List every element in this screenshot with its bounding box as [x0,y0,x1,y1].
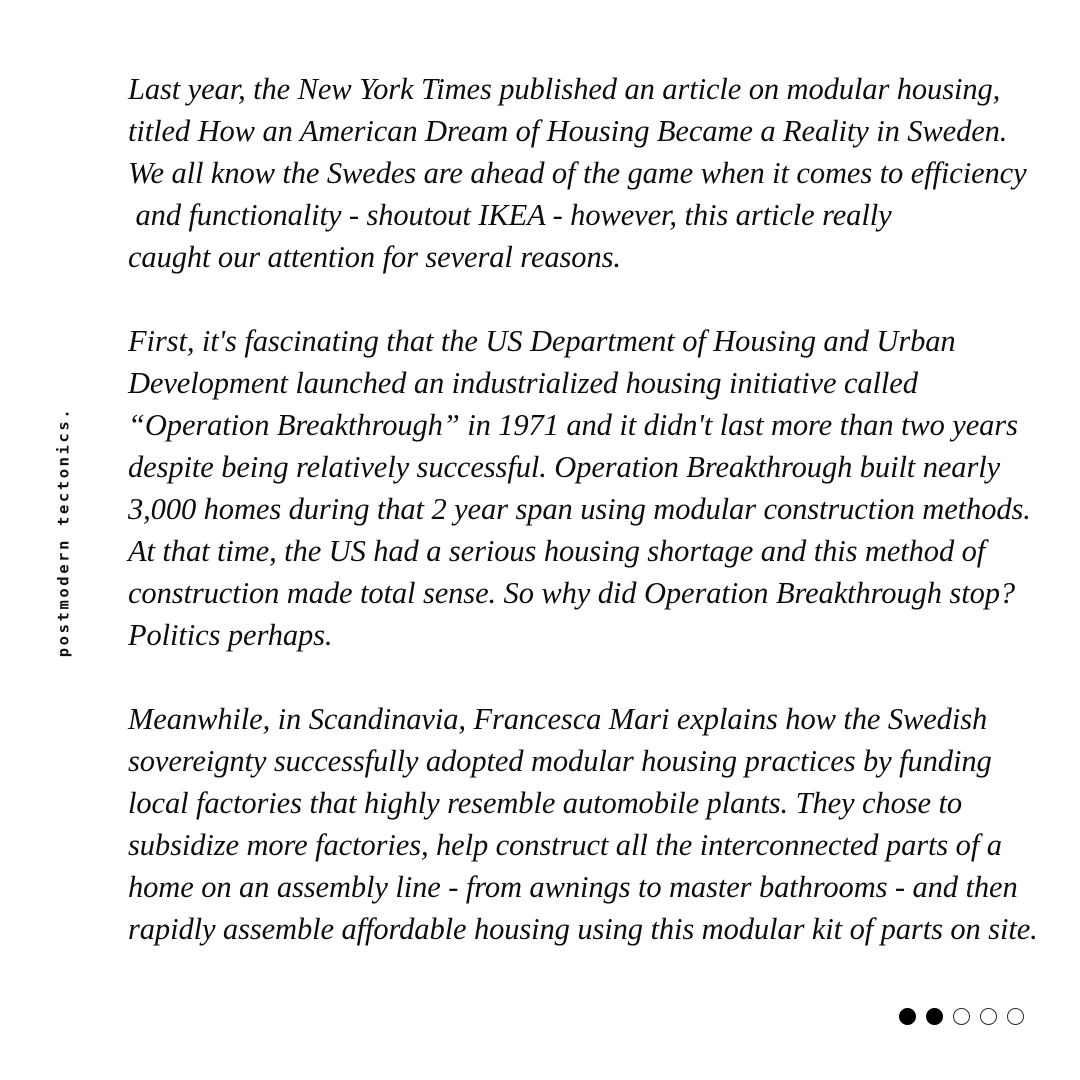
text-line: First, it's fascinating that the US Department of Housing and Urban [128,324,956,358]
carousel-pagination [899,1008,1024,1025]
pagination-dot-4[interactable] [980,1008,997,1025]
text-line: Politics perhaps. [128,618,333,652]
text-line: sovereignty successfully adopted modular housing practices by funding [128,744,992,778]
text-line: home on an assembly line - from awnings to master bathrooms - and then [128,870,1018,904]
pagination-dot-2[interactable] [926,1008,943,1025]
text-line: subsidize more factories, help construct all the interconnected parts of a [128,828,1002,862]
text-line: construction made total sense. So why did Operation Breakthrough stop? [128,576,1016,610]
brand-rail [0,0,128,1080]
text-line: and functionality - shoutout IKEA - however, this article really [128,198,892,232]
pagination-dot-1[interactable] [899,1008,916,1025]
paragraph-1 [128,68,1027,278]
paragraph-2 [128,320,1031,656]
text-line: titled How an American Dream of Housing Became a Reality in Sweden. [128,114,1008,148]
text-line: Meanwhile, in Scandinavia, Francesca Mari explains how the Swedish [128,702,988,736]
pagination-dot-5[interactable] [1007,1008,1024,1025]
text-line: rapidly assemble affordable housing using this modular kit of parts on site. [128,912,1038,946]
paragraph-3 [128,698,1038,950]
body-copy [128,68,1038,950]
brand-label: postmodern tectonics. [54,406,73,658]
text-line: We all know the Swedes are ahead of the game when it comes to efficiency [128,156,1027,190]
pagination-dot-3[interactable] [953,1008,970,1025]
text-line: 3,000 homes during that 2 year span using modular construction methods. [128,492,1031,526]
text-line: Last year, the New York Times published an article on modular housing, [128,72,1001,106]
text-line: caught our attention for several reasons. [128,240,621,274]
text-line: despite being relatively successful. Operation Breakthrough built nearly [128,450,1001,484]
text-line: local factories that highly resemble automobile plants. They chose to [128,786,962,820]
text-line: “Operation Breakthrough” in 1971 and it didn't last more than two years [128,408,1018,442]
text-line: At that time, the US had a serious housing shortage and this method of [128,534,986,568]
text-line: Development launched an industrialized housing initiative called [128,366,918,400]
